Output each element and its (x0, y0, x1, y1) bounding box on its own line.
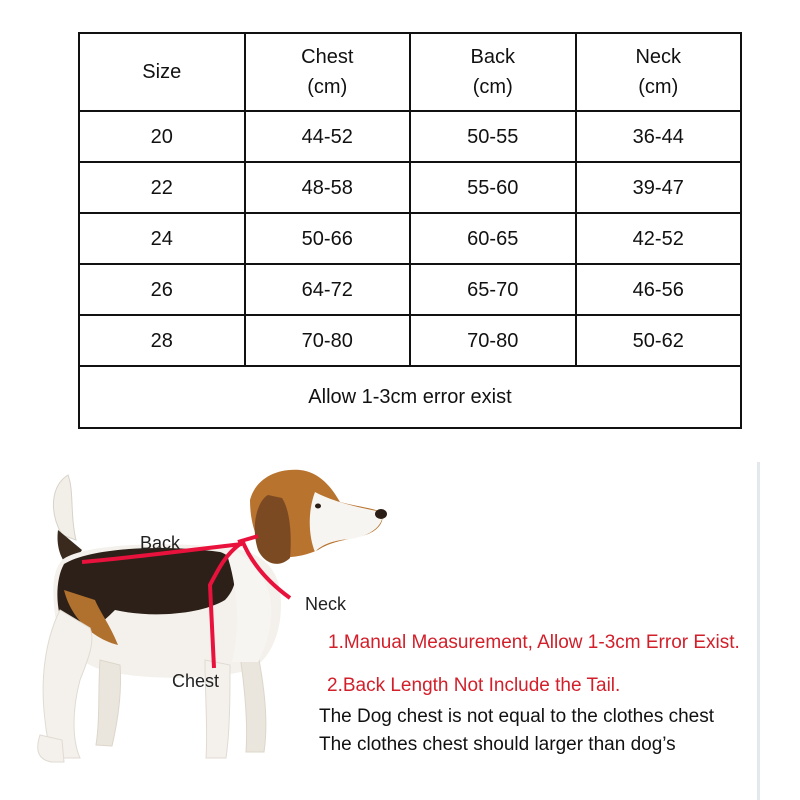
error-tolerance-note: Allow 1-3cm error exist (79, 366, 741, 428)
header-size-label: Size (142, 61, 182, 83)
header-back-label: Back (470, 46, 515, 68)
cell-size: 28 (79, 315, 245, 366)
cell-size: 20 (79, 111, 245, 162)
cell-size: 22 (79, 162, 245, 213)
back-length-note: 2.Back Length Not Include the Tail. (327, 675, 621, 696)
size-table (78, 32, 742, 429)
cell-neck: 46-56 (576, 264, 742, 315)
cell-chest: 70-80 (245, 315, 411, 366)
cell-neck: 36-44 (576, 111, 742, 162)
cell-neck: 39-47 (576, 162, 742, 213)
table-footer-row (79, 366, 741, 428)
cell-chest: 48-58 (245, 162, 411, 213)
header-chest (245, 33, 411, 111)
header-neck-unit: (cm) (638, 76, 679, 98)
header-size (79, 33, 245, 111)
neck-measure-label: Neck (305, 594, 347, 614)
cell-back: 60-65 (410, 213, 576, 264)
header-chest-label: Chest (301, 46, 354, 68)
table-row (79, 162, 741, 213)
chest-difference-note: The Dog chest is not equal to the clothes chest (319, 706, 715, 727)
cell-neck: 42-52 (576, 213, 742, 264)
cell-back: 55-60 (410, 162, 576, 213)
header-back (410, 33, 576, 111)
back-measure-label: Back (140, 533, 181, 553)
cell-size: 24 (79, 213, 245, 264)
cell-back: 50-55 (410, 111, 576, 162)
divider (757, 462, 760, 800)
chest-measure-label: Chest (172, 671, 220, 691)
chest-larger-note: The clothes chest should larger than dog’s (319, 734, 676, 755)
header-neck-label: Neck (635, 46, 682, 68)
table-header-row (79, 33, 741, 111)
table-row (79, 213, 741, 264)
table-row (79, 111, 741, 162)
cell-chest: 50-66 (245, 213, 411, 264)
cell-back: 70-80 (410, 315, 576, 366)
manual-measurement-note: 1.Manual Measurement, Allow 1-3cm Error Exist. (328, 632, 740, 653)
header-chest-unit: (cm) (307, 76, 348, 98)
cell-size: 26 (79, 264, 245, 315)
cell-back: 65-70 (410, 264, 576, 315)
table-row (79, 264, 741, 315)
header-back-unit: (cm) (472, 76, 513, 98)
header-neck (576, 33, 742, 111)
table-row (79, 315, 741, 366)
cell-chest: 44-52 (245, 111, 411, 162)
cell-chest: 64-72 (245, 264, 411, 315)
cell-neck: 50-62 (576, 315, 742, 366)
